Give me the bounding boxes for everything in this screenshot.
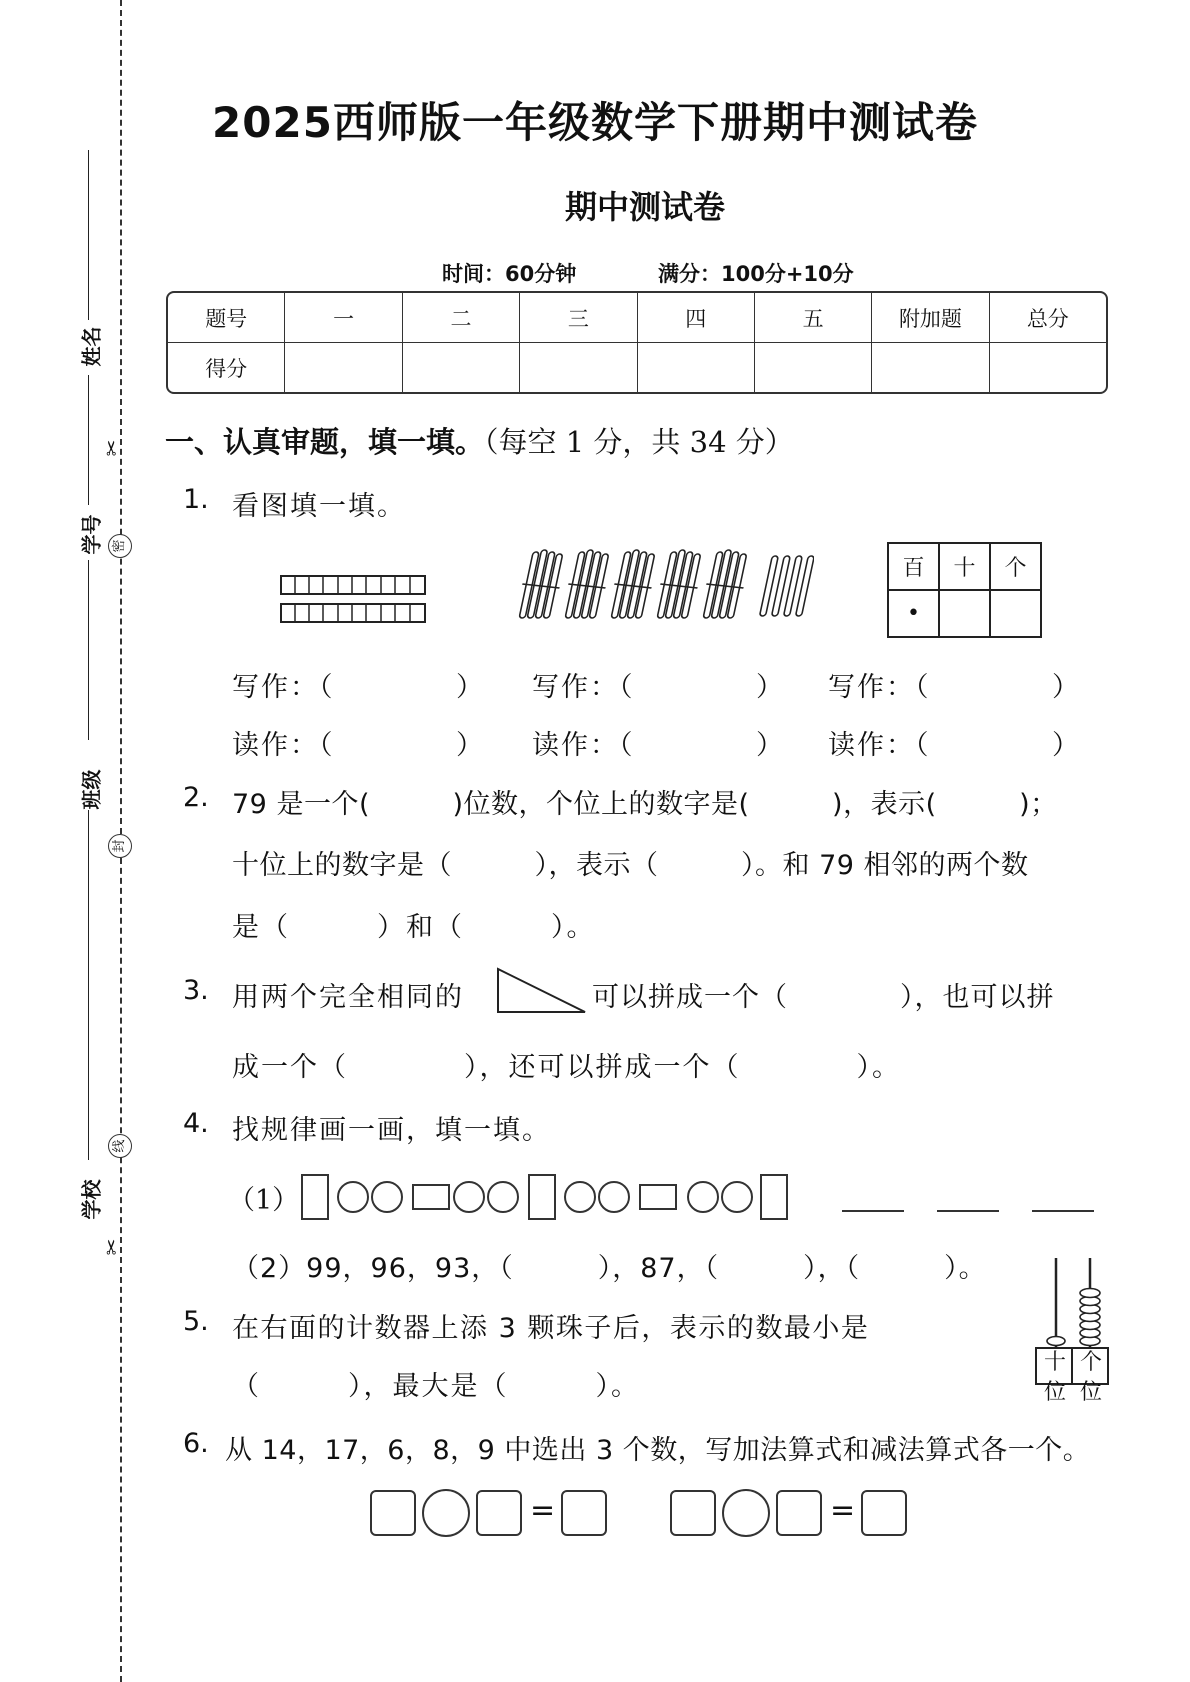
q2-line-3: 是（ ）和（ ）。	[232, 912, 596, 943]
abacus-ones-label	[1076, 1348, 1106, 1408]
score-cell[interactable]	[990, 343, 1106, 392]
write-label-2: 写作：（	[532, 672, 635, 703]
read-label-2: 读作：（	[532, 730, 635, 761]
q4-text: 找规律画一画，填一填。	[232, 1115, 551, 1146]
score-table-header-row	[168, 293, 1106, 343]
write-close-3: ）	[1052, 672, 1081, 703]
equals-sign: =	[830, 1493, 856, 1528]
pattern-blank[interactable]	[937, 1210, 999, 1212]
circle-icon	[371, 1181, 403, 1213]
answer-box[interactable]	[670, 1490, 716, 1536]
score-header-cell: 总分	[990, 293, 1106, 343]
page-subtitle: 期中测试卷	[564, 188, 725, 226]
circle-icon	[564, 1181, 596, 1213]
read-label-1: 读作：（	[232, 730, 335, 761]
score-header-cell: 三	[520, 293, 637, 343]
wide-rectangle-icon	[639, 1184, 677, 1210]
operator-circle[interactable]	[722, 1489, 770, 1537]
circle-icon	[453, 1181, 485, 1213]
q6-number: 6.	[183, 1428, 209, 1459]
scissors-icon: ✂	[99, 1238, 124, 1256]
score-header-cell: 题号	[168, 293, 285, 343]
seal-xian: 线	[108, 1134, 132, 1158]
circle-icon	[721, 1181, 753, 1213]
score-row-label: 得分	[168, 343, 285, 392]
margin-name-label: 姓名	[79, 326, 104, 367]
name-rule	[88, 150, 89, 320]
id-rule	[88, 375, 89, 505]
abacus-tens-label	[1040, 1348, 1070, 1408]
time-limit: 时间：60分钟	[442, 262, 577, 286]
score-header-cell: 五	[755, 293, 872, 343]
circle-icon	[598, 1181, 630, 1213]
school-rule	[88, 810, 89, 1160]
answer-box[interactable]	[561, 1490, 607, 1536]
place-value-chart	[887, 542, 1042, 638]
q2-number: 2.	[183, 782, 209, 813]
seal-mi: 密	[108, 534, 132, 558]
read-close-2: ）	[756, 730, 785, 761]
score-table	[166, 291, 1108, 394]
pattern-row	[228, 1172, 790, 1222]
circle-icon	[687, 1181, 719, 1213]
margin-id-label: 学号	[79, 514, 104, 555]
abacus-label-ge: 个	[1079, 1350, 1102, 1375]
write-label-3: 写作：（	[828, 672, 931, 703]
pattern-blank[interactable]	[842, 1210, 904, 1212]
q3-line-2: 成一个（ ），还可以拼成一个（ ）。	[232, 1052, 901, 1083]
section-1-note: （每空 1 分，共 34 分）	[484, 425, 794, 459]
score-cell[interactable]	[520, 343, 637, 392]
q3-text-after: 可以拼成一个（ ），也可以拼	[592, 982, 1055, 1013]
score-cell[interactable]	[872, 343, 989, 392]
margin-class-label: 班级	[79, 769, 104, 810]
q6-text: 从 14，17，6，8，9 中选出 3 个数，写加法算式和减法算式各一个。	[225, 1435, 1091, 1466]
q4-part-2: （2）99，96，93，（ ），87，（ ），（ ）。	[232, 1253, 987, 1284]
tall-rectangle-icon	[528, 1174, 556, 1220]
hundred-blocks-icon	[280, 574, 428, 626]
write-label-1: 写作：（	[232, 672, 335, 703]
q2-line-2: 十位上的数字是（ ），表示（ ）。和 79 相邻的两个数	[232, 850, 1029, 881]
margin-school-label: 学校	[79, 1179, 104, 1220]
score-header-cell: 一	[285, 293, 402, 343]
answer-box[interactable]	[476, 1490, 522, 1536]
circle-icon	[487, 1181, 519, 1213]
score-header-cell: 附加题	[872, 293, 989, 343]
write-close-1: ）	[456, 672, 485, 703]
place-ones: 个	[990, 543, 1041, 590]
q3-text-before: 用两个完全相同的	[232, 982, 464, 1013]
place-empty	[990, 590, 1041, 637]
read-close-1: ）	[456, 730, 485, 761]
abacus-label-wei: 位	[1079, 1380, 1102, 1405]
score-cell[interactable]	[755, 343, 872, 392]
score-table-score-row	[168, 343, 1106, 392]
score-cell[interactable]	[403, 343, 520, 392]
tall-rectangle-icon	[301, 1174, 329, 1220]
answer-box[interactable]	[370, 1490, 416, 1536]
class-rule	[88, 560, 89, 740]
place-hundreds: 百	[888, 543, 939, 590]
q4-number: 4.	[183, 1108, 209, 1139]
read-close-3: ）	[1052, 730, 1081, 761]
q5-line-2: （ ），最大是（ ）。	[232, 1371, 640, 1402]
write-close-2: ）	[756, 672, 785, 703]
wide-rectangle-icon	[412, 1184, 450, 1210]
operator-circle[interactable]	[422, 1489, 470, 1537]
equals-sign: =	[530, 1493, 556, 1528]
score-header-cell: 四	[638, 293, 755, 343]
q4-part1-label: （1）	[228, 1184, 300, 1216]
scissors-icon: ✂	[99, 439, 124, 457]
q5-line-1: 在右面的计数器上添 3 颗珠子后，表示的数最小是	[232, 1313, 870, 1344]
place-tens: 十	[939, 543, 990, 590]
q1-text: 看图填一填。	[232, 491, 406, 522]
q5-number: 5.	[183, 1306, 209, 1337]
q2-line-1: 79 是一个( )位数，个位上的数字是( )，表示( )；	[232, 789, 1058, 820]
pattern-blank[interactable]	[1032, 1210, 1094, 1212]
bead-dot: •	[888, 590, 939, 637]
seal-feng: 封	[108, 834, 132, 858]
right-triangle-icon	[495, 966, 589, 1016]
score-cell[interactable]	[638, 343, 755, 392]
circle-icon	[337, 1181, 369, 1213]
q3-number: 3.	[183, 975, 209, 1006]
read-label-3: 读作：（	[828, 730, 931, 761]
tall-rectangle-icon	[760, 1174, 788, 1220]
answer-box[interactable]	[776, 1490, 822, 1536]
q1-number: 1.	[183, 484, 209, 515]
full-score: 满分：100分+10分	[658, 262, 854, 286]
abacus-label-shi: 十	[1043, 1350, 1066, 1375]
score-cell[interactable]	[285, 343, 402, 392]
abacus-label-wei: 位	[1043, 1380, 1066, 1405]
page-title: 2025西师版一年级数学下册期中测试卷	[212, 98, 978, 147]
section-1-heading	[165, 420, 794, 461]
score-header-cell: 二	[403, 293, 520, 343]
answer-box[interactable]	[861, 1490, 907, 1536]
stick-bundles-icon	[518, 548, 814, 624]
section-1-title: 一、认真审题，填一填。	[165, 425, 485, 459]
place-empty	[939, 590, 990, 637]
